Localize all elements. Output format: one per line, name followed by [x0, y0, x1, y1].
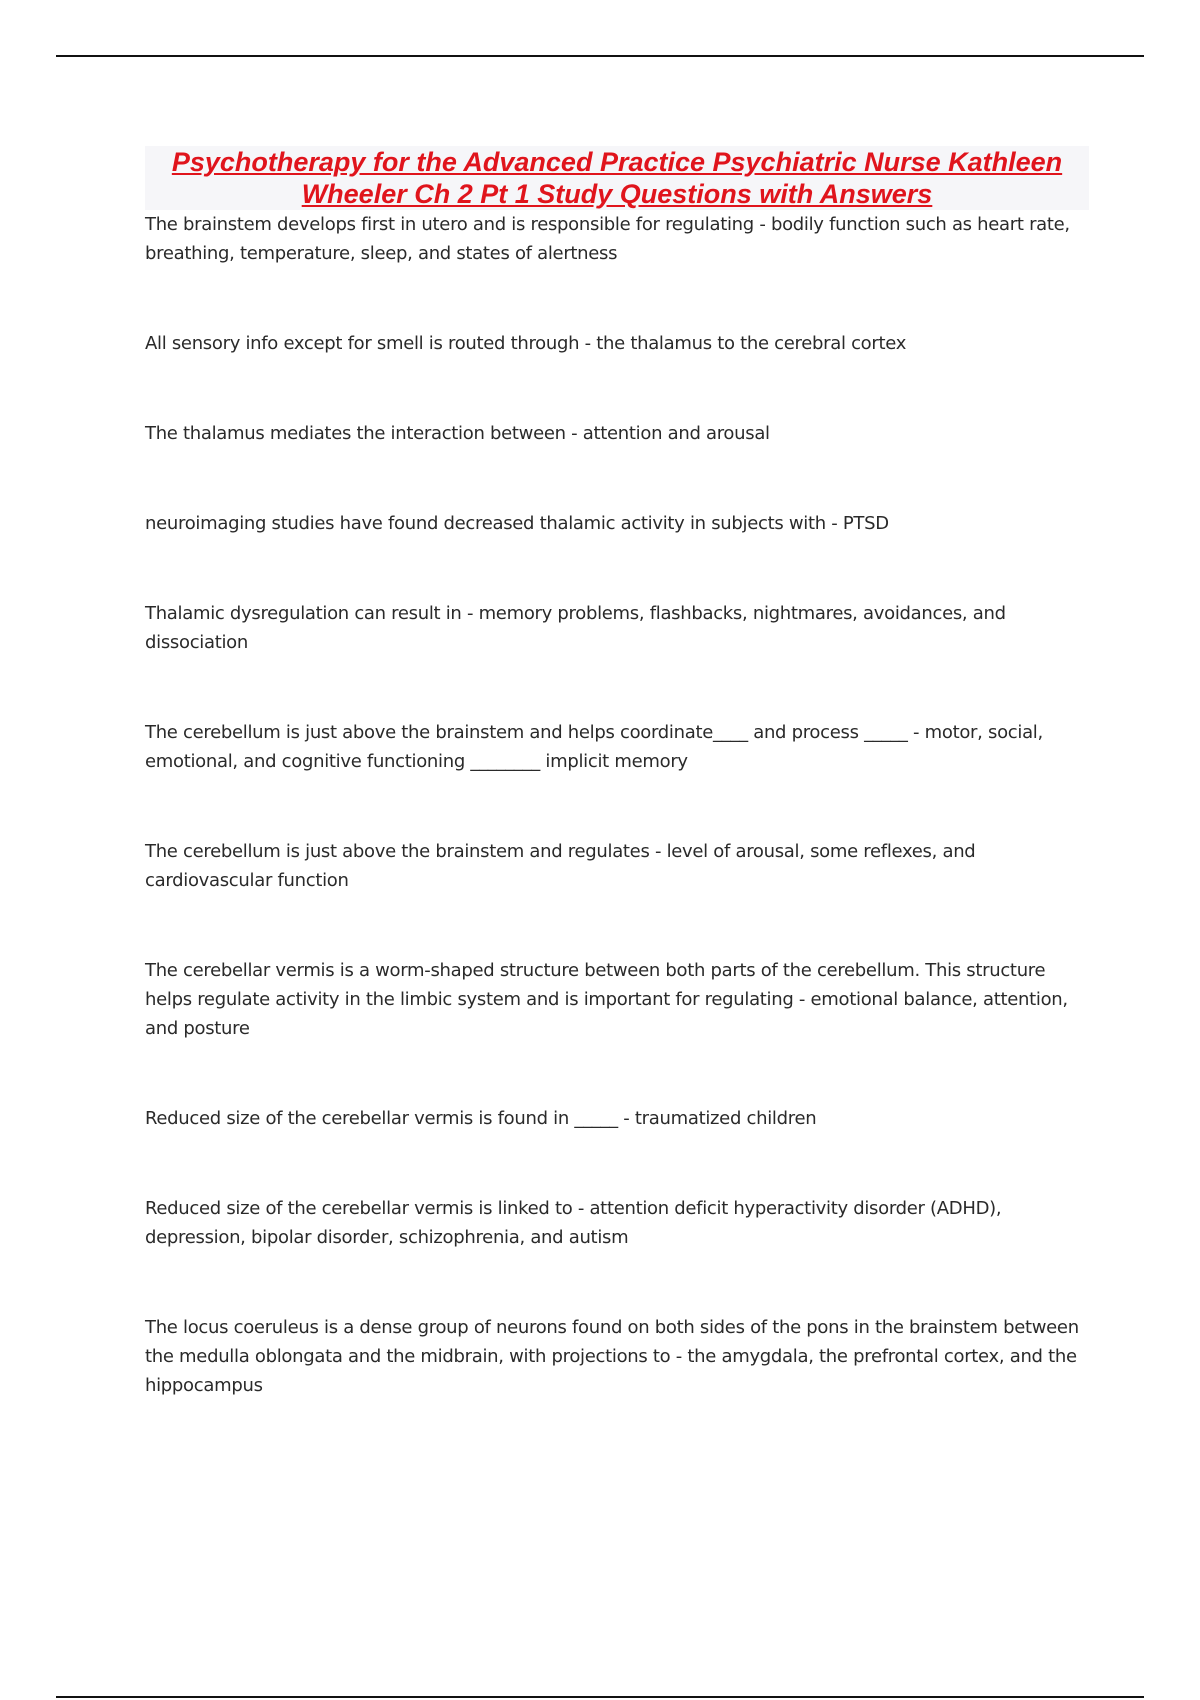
- document-body: [145, 146, 1089, 1400]
- qa-item: The thalamus mediates the interaction between - attention and arousal: [145, 423, 770, 444]
- qa-item: The cerebellum is just above the brainstem and helps coordinate____ and process _____ - motor, social, emotional, and cognitive functioning ________ implicit memory: [145, 722, 1043, 772]
- qa-item: neuroimaging studies have found decreased thalamic activity in subjects with - PTSD: [145, 513, 889, 534]
- qa-item: The brainstem develops first in utero and is responsible for regulating - bodily function such as heart rate, breathing, temperature, sleep, and states of alertness: [145, 214, 1070, 264]
- top-rule: [56, 55, 1144, 57]
- qa-item: The locus coeruleus is a dense group of neurons found on both sides of the pons in the brainstem between the medulla oblongata and the midbrain, with projections to - the amygdala, the prefrontal cortex, and the hippocampus: [145, 1317, 1079, 1396]
- qa-item: Reduced size of the cerebellar vermis is found in _____ - traumatized children: [145, 1108, 817, 1129]
- qa-item: All sensory info except for smell is routed through - the thalamus to the cerebral cortex: [145, 333, 907, 354]
- bottom-rule: [56, 1696, 1144, 1698]
- qa-item: The cerebellar vermis is a worm-shaped structure between both parts of the cerebellum. This structure helps regulate activity in the limbic system and is important for regulating - emotional balance, attention, and posture: [145, 960, 1068, 1039]
- document-title: Psychotherapy for the Advanced Practice Psychiatric Nurse Kathleen Wheeler Ch 2 Pt 1 Study Questions with Answers: [171, 147, 1063, 209]
- qa-list: [145, 210, 1089, 1400]
- qa-item: Reduced size of the cerebellar vermis is linked to - attention deficit hyperactivity disorder (ADHD), depression, bipolar disorder, schizophrenia, and autism: [145, 1198, 1002, 1248]
- qa-item: Thalamic dysregulation can result in - memory problems, flashbacks, nightmares, avoidances, and dissociation: [145, 603, 1006, 653]
- qa-item: The cerebellum is just above the brainstem and regulates - level of arousal, some reflexes, and cardiovascular function: [145, 841, 976, 891]
- title-box: [145, 146, 1089, 210]
